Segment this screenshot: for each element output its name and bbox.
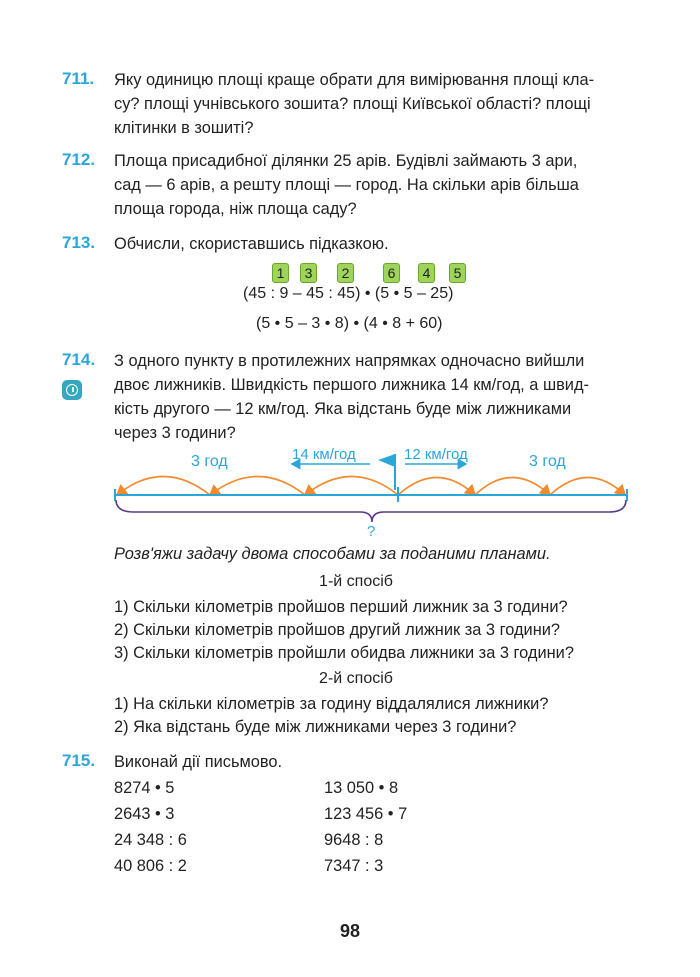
problem-text bbox=[114, 349, 652, 445]
hint-badge: 4 bbox=[418, 263, 435, 283]
text-line: Площа присадибної ділянки 25 арів. Будівлі займають 3 ари, bbox=[114, 152, 578, 170]
method2-title: 2-й спосіб bbox=[319, 670, 393, 687]
arc-right bbox=[550, 478, 625, 496]
hint-badge: 6 bbox=[383, 263, 400, 283]
hint-badge: 5 bbox=[449, 263, 466, 283]
time-label-right: 3 год bbox=[529, 453, 566, 470]
method1-step: 1) Скільки кілометрів пройшов перший лижник за 3 години? bbox=[114, 598, 568, 616]
text-line: Яку одиницю площі краще обрати для вимірювання площі кла- bbox=[114, 71, 595, 89]
problem-number: 715. bbox=[62, 751, 96, 770]
text-line: клітинки в зошиті? bbox=[114, 119, 254, 137]
calc-item: 2643 • 3 bbox=[114, 805, 175, 823]
hint-badge: 1 bbox=[272, 263, 289, 283]
problem-text bbox=[114, 232, 652, 256]
task-instruction: Розв'яжи задачу двома способами за поданими планами. bbox=[114, 545, 551, 563]
text-line: через 3 години? bbox=[114, 424, 236, 442]
problem-714 bbox=[62, 349, 652, 445]
motion-diagram bbox=[0, 440, 700, 540]
arc-right bbox=[398, 478, 475, 496]
expression: (45 : 9 – 45 : 45) • (5 • 5 – 25) bbox=[243, 285, 454, 302]
clock-icon bbox=[62, 380, 82, 400]
arc-left bbox=[210, 477, 305, 496]
arc-left bbox=[117, 477, 210, 496]
problem-number: 712. bbox=[62, 150, 96, 169]
text-line: сад — 6 арів, а решту площі — город. На скільки арів більша bbox=[114, 176, 579, 194]
problem-text bbox=[114, 750, 652, 774]
problem-number: 713. bbox=[62, 233, 96, 252]
method1-step: 3) Скільки кілометрів пройшли обидва лижники за 3 години? bbox=[114, 644, 574, 662]
calc-item: 7347 : 3 bbox=[324, 857, 384, 875]
hint-badge: 3 bbox=[300, 263, 317, 283]
problem-text bbox=[114, 68, 652, 140]
hint-badge: 2 bbox=[337, 263, 354, 283]
time-label-left: 3 год bbox=[191, 453, 228, 470]
method1-title: 1-й спосіб bbox=[319, 573, 393, 590]
arc-left bbox=[305, 477, 398, 496]
method1-step: 2) Скільки кілометрів пройшов другий лижник за 3 години? bbox=[114, 621, 561, 639]
instruction: Обчисли, скориставшись підказкою. bbox=[114, 235, 389, 253]
calc-item: 13 050 • 8 bbox=[324, 779, 399, 797]
problem-text bbox=[114, 149, 652, 221]
text-line: площа города, ніж площа саду? bbox=[114, 200, 357, 218]
text-line: З одного пункту в протилежних напрямках одночасно вийшли bbox=[114, 352, 585, 370]
calc-item: 24 348 : 6 bbox=[114, 831, 187, 849]
problem-711 bbox=[62, 68, 652, 140]
problem-number: 711. bbox=[62, 69, 95, 88]
problem-712 bbox=[62, 149, 652, 221]
speed-label-left: 14 км/год bbox=[292, 446, 356, 463]
text-line: двоє лижників. Швидкість першого лижника 14 км/год, а швид- bbox=[114, 376, 589, 394]
problem-number: 714. bbox=[62, 350, 96, 369]
method2-step: 2) Яка відстань буде між лижниками через 3 години? bbox=[114, 718, 517, 736]
flag-icon bbox=[378, 454, 395, 490]
speed-label-right: 12 км/год bbox=[404, 446, 468, 463]
text-line: су? площі учнівського зошита? площі Київської області? площі bbox=[114, 95, 591, 113]
arc-right bbox=[475, 478, 550, 496]
calc-item: 9648 : 8 bbox=[324, 831, 384, 849]
method2-step: 1) На скільки кілометрів за годину віддалялися лижники? bbox=[114, 695, 549, 713]
problem-715 bbox=[62, 750, 652, 774]
problem-713 bbox=[62, 232, 652, 256]
hint-badges bbox=[0, 263, 700, 287]
unknown-distance: ? bbox=[367, 523, 376, 540]
page-number: 98 bbox=[339, 921, 361, 941]
distance-brace bbox=[116, 500, 626, 522]
calc-item: 123 456 • 7 bbox=[324, 805, 408, 823]
calc-item: 40 806 : 2 bbox=[114, 857, 187, 875]
expression: (5 • 5 – 3 • 8) • (4 • 8 + 60) bbox=[256, 315, 443, 332]
text-line: кість другого — 12 км/год. Яка відстань буде між лижниками bbox=[114, 400, 572, 418]
instruction: Виконай дії письмово. bbox=[114, 753, 283, 771]
calc-item: 8274 • 5 bbox=[114, 779, 175, 797]
